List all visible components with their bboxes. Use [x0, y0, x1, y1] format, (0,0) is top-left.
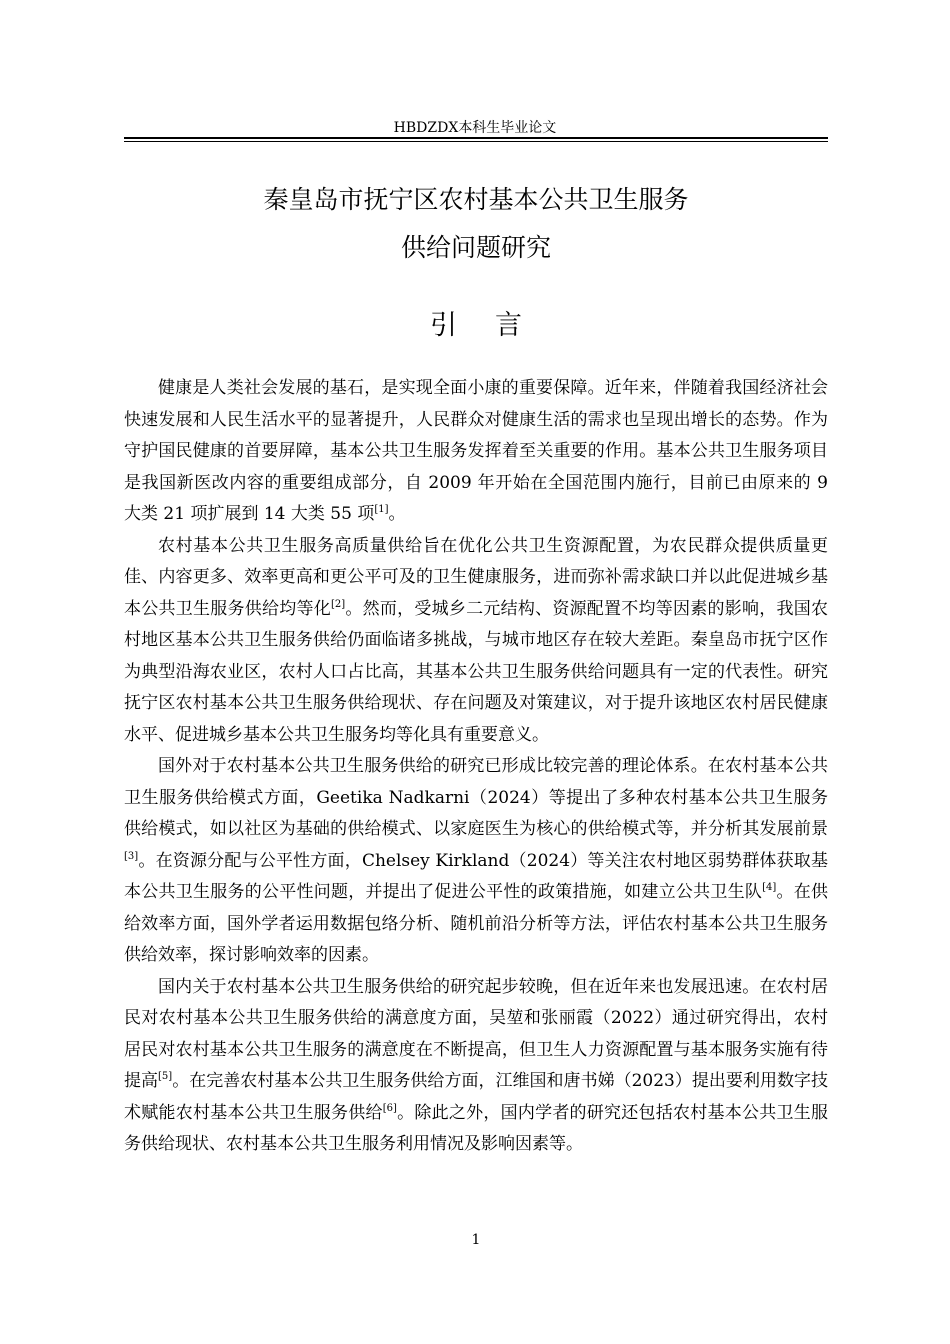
paragraph-text: 国外对于农村基本公共卫生服务供给的研究已形成比较完善的理论体系。在农村基本公共卫生服务供给模式方面，Geetika Nadkarni（2024）等提出了多种农村基本公共卫生服务供给模式，如以社区为基础的供给模式、以家庭医生为核心的供给模式等，并分析其发展前景 [124, 756, 828, 839]
section-heading-introduction: 引言 [430, 310, 560, 341]
paragraph-text: 。 [388, 504, 406, 524]
paragraph-text: 。在资源分配与公平性方面，Chelsey Kirkland（2024）等关注农村地区弱势群体获取基本公共卫生服务的公平性问题，并提出了促进公平性的政策措施，如建立公共卫生队 [124, 850, 828, 902]
paper-title-line-2: 供给问题研究 [400, 233, 551, 262]
citation-ref: [2] [330, 598, 346, 610]
paragraph-3 [124, 751, 828, 972]
paragraph-text: 健康是人类社会发展的基石，是实现全面小康的重要保障。近年来，伴随着我国经济社会快速发展和人民生活水平的显著提升，人民群众对健康生活的需求也呈现出增长的态势。作为守护国民健康的首要屏障，基本公共卫生服务发挥着至关重要的作用。基本公共卫生服务项目是我国新医改内容的重要组成部分，自 2009 年开始在全国范围内施行，目前已由原来的 9 大类 21 项扩展到 14 大类 55 项 [124, 378, 828, 524]
paragraph-4 [124, 972, 828, 1161]
paragraph-text: 。在完善农村基本公共卫生服务供给方面，江维国和唐书娣（2023）提出要利用数字技术赋能农村基本公共卫生服务供给 [124, 1071, 828, 1123]
citation-ref: [4] [762, 882, 777, 893]
paragraph-text: 。在供给效率方面，国外学者运用数据包络分析、随机前沿分析等方法，评估农村基本公共卫生服务供给效率，探讨影响效率的因素。 [124, 882, 829, 965]
paragraph-text: 。然而，受城乡二元结构、资源配置不均等因素的影响，我国农村地区基本公共卫生服务供给仍面临诸多挑战，与城市地区存在较大差距。秦皇岛市抚宁区作为典型沿海农业区，农村人口占比高，其基本公共卫生服务供给问题具有一定的代表性。研究抚宁区农村基本公共卫生服务供给现状、存在问题及对策建议，对于提升该地区农村居民健康水平、促进城乡基本公共卫生服务均等化具有重要意义。 [124, 598, 829, 745]
running-header: HBDZDX本科生毕业论文 [393, 120, 557, 136]
paragraph-text: 国内关于农村基本公共卫生服务供给的研究起步较晚，但在近年来也发展迅速。在农村居民对农村基本公共卫生服务供给的满意度方面，吴堃和张丽霞（2022）通过研究得出，农村居民对农村基本公共卫生服务的满意度在不断提高，但卫生人力资源配置与基本服务实施有待提高 [124, 976, 828, 1091]
citation-ref: [1] [374, 504, 389, 515]
header-rule-thin [124, 141, 828, 142]
citation-ref: [3] [124, 850, 139, 862]
paragraph-1 [124, 373, 828, 531]
citation-ref: [6] [382, 1102, 397, 1114]
header-rule-thick [124, 137, 828, 139]
paragraph-text: 农村基本公共卫生服务高质量供给旨在优化公共卫生资源配置，为农民群众提供质量更佳、内容更多、效率更高和更公平可及的卫生健康服务，进而弥补需求缺口并以此促进城乡基本公共卫生服务供给均等化 [124, 535, 828, 619]
paper-title-line-1: 秦皇岛市抚宁区农村基本公共卫生服务 [263, 185, 689, 214]
citation-ref: [5] [158, 1071, 173, 1082]
body-text [124, 373, 828, 1161]
paragraph-text: 。除此之外，国内学者的研究还包括农村基本公共卫生服务供给现状、农村基本公共卫生服务利用情况及影响因素等。 [124, 1102, 829, 1154]
paragraph-2 [124, 531, 828, 752]
page-number: 1 [471, 1232, 481, 1248]
